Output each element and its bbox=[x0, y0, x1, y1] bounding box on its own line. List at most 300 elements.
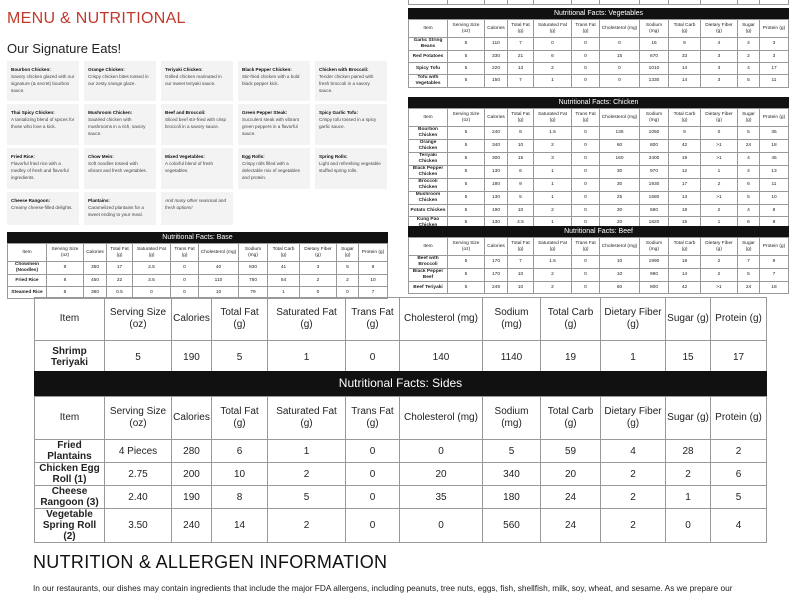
table-cell: 190 bbox=[485, 205, 508, 217]
menu-card bbox=[7, 148, 79, 189]
table-cell: 24 bbox=[541, 486, 601, 509]
table-cell: 59 bbox=[541, 440, 601, 463]
table-cell: 0 bbox=[346, 509, 400, 543]
table-title: Nutritional Facts: Base bbox=[7, 232, 388, 243]
table-cell: 6 bbox=[711, 463, 767, 486]
table-cell bbox=[572, 0, 600, 5]
table-cell: 0 bbox=[572, 192, 600, 205]
table-cell: 13 bbox=[760, 166, 789, 179]
column-header: Serving Size (oz) bbox=[448, 238, 485, 256]
menu-card-desc: A tantalizing blend of spices for those who love a kick. bbox=[11, 117, 75, 129]
table-row bbox=[409, 256, 789, 269]
table-cell: 1 bbox=[534, 166, 572, 179]
table-cell: 4 Pieces bbox=[105, 440, 172, 463]
table-cell: >1 bbox=[701, 140, 738, 153]
table-row bbox=[8, 262, 388, 275]
row-item-name: Vegetable Spring Roll (2) bbox=[35, 509, 105, 543]
table-cell: 1 bbox=[701, 166, 738, 179]
table-cell: 5 bbox=[448, 127, 485, 140]
table-cell: 19 bbox=[669, 153, 701, 166]
table-cell: 35 bbox=[760, 127, 789, 140]
row-item-name bbox=[409, 0, 448, 5]
table-cell: 2 bbox=[601, 509, 666, 543]
table-cell: 1820 bbox=[640, 217, 669, 230]
table-cell: 0 bbox=[701, 127, 738, 140]
table-cell: 24 bbox=[541, 509, 601, 543]
menu-card-desc: And many other seasonal and fresh options! bbox=[165, 198, 227, 210]
table-title: Nutritional Facts: Vegetables bbox=[408, 8, 789, 19]
menu-card-name: Beef and Broccoli: bbox=[165, 110, 206, 115]
table-cell: 10 bbox=[359, 275, 388, 287]
table-cell: 560 bbox=[483, 509, 541, 543]
menu-card-name: Black Pepper Chicken: bbox=[242, 67, 292, 72]
nutrition-table-chicken bbox=[408, 97, 789, 230]
table-cell: 18 bbox=[669, 205, 701, 217]
table-cell: 5 bbox=[268, 486, 346, 509]
table-cell: 0 bbox=[572, 205, 600, 217]
table-cell: 10 bbox=[508, 205, 534, 217]
table-cell: 35 bbox=[400, 486, 483, 509]
table-cell: 11 bbox=[760, 179, 789, 192]
table-cell: 2 bbox=[711, 440, 767, 463]
table-cell: 3 bbox=[760, 51, 789, 63]
table-cell: 7 bbox=[508, 38, 534, 51]
table-cell: 2 bbox=[534, 205, 572, 217]
table-row bbox=[35, 440, 767, 463]
table-cell: 0 bbox=[171, 262, 199, 275]
table-cell: 1 bbox=[666, 486, 711, 509]
column-header: Item bbox=[409, 238, 448, 256]
table-cell: 990 bbox=[640, 269, 669, 282]
column-header: Total Fat (g) bbox=[107, 244, 133, 262]
table-cell bbox=[760, 0, 789, 5]
table-cell: 0 bbox=[600, 75, 640, 88]
table-cell: 0.5 bbox=[107, 287, 133, 299]
table-row bbox=[8, 275, 388, 287]
table-cell: 7 bbox=[508, 75, 534, 88]
table-cell: 0 bbox=[337, 287, 359, 299]
table-cell: 160 bbox=[600, 153, 640, 166]
menu-card bbox=[84, 192, 156, 225]
table-cell: >1 bbox=[701, 153, 738, 166]
menu-card bbox=[238, 104, 310, 145]
table-cell: 2 bbox=[534, 63, 572, 75]
table-cell: 150 bbox=[485, 75, 508, 88]
table-row bbox=[409, 192, 789, 205]
column-header: Cholesterol (mg) bbox=[600, 238, 640, 256]
table-cell: 750 bbox=[239, 275, 268, 287]
table-cell: 1.5 bbox=[534, 256, 572, 269]
menu-card-name: Thai Spicy Chicken: bbox=[11, 110, 55, 115]
column-header: Protein (g) bbox=[711, 298, 767, 341]
table-cell: 2 bbox=[701, 269, 738, 282]
menu-card bbox=[315, 104, 387, 145]
table-cell: 0 bbox=[572, 166, 600, 179]
menu-card-desc: Creamy cheese-filled delights. bbox=[11, 205, 73, 210]
table-cell: 6 bbox=[534, 51, 572, 63]
table-cell: 14 bbox=[212, 509, 268, 543]
table-cell: 5 bbox=[738, 75, 760, 88]
table-cell: 40 bbox=[199, 262, 239, 275]
row-item-name: Spicy Tofu bbox=[409, 63, 448, 75]
table-cell: 0 bbox=[572, 63, 600, 75]
table-cell: 0 bbox=[600, 38, 640, 51]
table-cell: 0 bbox=[572, 75, 600, 88]
table-cell: 249 bbox=[485, 282, 508, 294]
table-cell: 8 bbox=[359, 262, 388, 275]
table-cell: 14 bbox=[669, 269, 701, 282]
nutrition-table-base bbox=[7, 232, 388, 299]
table-cell bbox=[738, 0, 760, 5]
column-header: Calories bbox=[172, 397, 212, 440]
column-header: Total Carb (g) bbox=[669, 109, 701, 127]
table-cell: 14 bbox=[669, 75, 701, 88]
table-cell: 13 bbox=[508, 63, 534, 75]
column-header: Protein (g) bbox=[760, 20, 789, 38]
menu-card-name: Mushroom Chicken: bbox=[88, 110, 133, 115]
table-cell: 5 bbox=[448, 51, 485, 63]
table-cell: 9 bbox=[508, 179, 534, 192]
column-header: Sugar (g) bbox=[666, 397, 711, 440]
menu-card bbox=[84, 61, 156, 101]
menu-card-name: Chicken with Broccoli: bbox=[319, 67, 369, 72]
table-cell: 1 bbox=[268, 440, 346, 463]
table-cell: 340 bbox=[485, 140, 508, 153]
column-header: Total Fat (g) bbox=[508, 238, 534, 256]
table-cell: 1 bbox=[534, 217, 572, 230]
table-cell: 4 bbox=[738, 153, 760, 166]
table-cell: >1 bbox=[701, 192, 738, 205]
table-cell: 3 bbox=[701, 63, 738, 75]
column-header: Total Fat (g) bbox=[212, 397, 268, 440]
table-cell: 7 bbox=[359, 287, 388, 299]
table-row bbox=[409, 51, 789, 63]
signature-title: Our Signature Eats! bbox=[7, 41, 122, 56]
column-header: Sodium (mg) bbox=[640, 109, 669, 127]
table-cell: 2 bbox=[268, 509, 346, 543]
table-cell: 5 bbox=[483, 440, 541, 463]
column-header: Item bbox=[8, 244, 47, 262]
column-header: Trans Fat (g) bbox=[572, 20, 600, 38]
table-cell: 6 bbox=[212, 440, 268, 463]
table-cell: 240 bbox=[172, 509, 212, 543]
table-cell: 0 bbox=[534, 38, 572, 51]
table-cell: 3 bbox=[300, 262, 337, 275]
table-cell: 79 bbox=[239, 287, 268, 299]
table-cell: 240 bbox=[485, 127, 508, 140]
row-item-name: Tofu with Vegetables bbox=[409, 75, 448, 88]
menu-card-desc: Grilled chicken marinated in our sweet teriyaki sauce. bbox=[165, 74, 222, 86]
table-cell: 1 bbox=[534, 179, 572, 192]
table-cell: 0 bbox=[300, 287, 337, 299]
menu-card-desc: Crispy chicken bites tossed in our zesty orange glaze. bbox=[88, 74, 149, 86]
menu-card bbox=[7, 192, 79, 225]
column-header: Total Carb (g) bbox=[669, 20, 701, 38]
column-header: Dietary Fiber (g) bbox=[701, 238, 738, 256]
table-cell: 10 bbox=[508, 282, 534, 294]
table-cell: 6 bbox=[738, 217, 760, 230]
column-header: Saturated Fat (g) bbox=[534, 20, 572, 38]
menu-card-name: Plantains: bbox=[88, 198, 110, 203]
table-cell: 170 bbox=[485, 269, 508, 282]
menu-card-desc: Sliced beef stir-fried with crisp broccoli in a savory sauce. bbox=[165, 117, 227, 129]
table-cell: 7 bbox=[508, 256, 534, 269]
table-cell: 180 bbox=[483, 486, 541, 509]
table-cell: 13 bbox=[669, 192, 701, 205]
column-header: Total Carb (g) bbox=[669, 238, 701, 256]
menu-card-desc: Caramelized plantains for a sweet ending to your meal. bbox=[88, 205, 144, 217]
column-header: Calories bbox=[172, 298, 212, 341]
column-header: Sugar (g) bbox=[738, 238, 760, 256]
column-header: Item bbox=[35, 298, 105, 341]
menu-card-desc: Crispy rolls filled with a delectable mix of vegetables and protein. bbox=[242, 161, 300, 180]
column-header: Total Carb (g) bbox=[541, 298, 601, 341]
table-cell: 450 bbox=[84, 275, 107, 287]
table-cell: 10 bbox=[212, 463, 268, 486]
table-cell: 0 bbox=[572, 269, 600, 282]
table-cell bbox=[640, 0, 669, 5]
row-item-name: Fried Rice bbox=[8, 275, 47, 287]
menu-card-desc: Crispy tofu tossed in a spicy garlic sauce. bbox=[319, 117, 377, 129]
table-cell: 2 bbox=[601, 463, 666, 486]
table-cell: 0 bbox=[171, 275, 199, 287]
table-cell: 3 bbox=[701, 75, 738, 88]
table-cell: 190 bbox=[172, 341, 212, 374]
column-header: Sugar (g) bbox=[738, 20, 760, 38]
table-row bbox=[409, 282, 789, 294]
table-cell bbox=[701, 0, 738, 5]
table-row bbox=[409, 205, 789, 217]
table-cell: 170 bbox=[485, 256, 508, 269]
table-cell: 24 bbox=[738, 140, 760, 153]
row-item-name: Garlic String Beans bbox=[409, 38, 448, 51]
table-cell: 1930 bbox=[640, 179, 669, 192]
table-cell: 8 bbox=[760, 217, 789, 230]
menu-card bbox=[238, 148, 310, 189]
table-cell bbox=[508, 0, 534, 5]
table-cell: 800 bbox=[640, 140, 669, 153]
menu-card-desc: Savory chicken glazed with our signature (& secret) bourbon sauce. bbox=[11, 74, 75, 93]
table-cell: 3400 bbox=[640, 153, 669, 166]
table-cell: 130 bbox=[485, 217, 508, 230]
table-cell: 22 bbox=[107, 275, 133, 287]
table-cell: 10 bbox=[600, 256, 640, 269]
table-cell: 5 bbox=[448, 38, 485, 51]
table-cell bbox=[485, 0, 508, 5]
table-cell: 2 bbox=[701, 205, 738, 217]
table-cell: 670 bbox=[640, 51, 669, 63]
table-cell: 18 bbox=[760, 282, 789, 294]
table-cell: 0 bbox=[346, 486, 400, 509]
column-header: Dietary Fiber (g) bbox=[601, 298, 666, 341]
table-cell: 2 bbox=[268, 463, 346, 486]
table-cell: 4 bbox=[701, 38, 738, 51]
table-title: Nutritional Facts: Beef bbox=[408, 226, 789, 237]
row-item-name: Beef Teriyaki bbox=[409, 282, 448, 294]
table-row bbox=[409, 153, 789, 166]
menu-card-desc: Soft noodles tossed with vibrant and fresh vegetables. bbox=[88, 161, 147, 173]
table-cell: 20 bbox=[400, 463, 483, 486]
table-cell: 280 bbox=[172, 440, 212, 463]
menu-card-name: Cheese Rangoon: bbox=[11, 198, 51, 203]
table-cell: 8 bbox=[212, 486, 268, 509]
table-cell: 1 bbox=[534, 75, 572, 88]
table-cell: 30 bbox=[600, 166, 640, 179]
table-cell: 5 bbox=[448, 63, 485, 75]
table-cell: 0 bbox=[346, 440, 400, 463]
nutrition-table-partial bbox=[408, 0, 789, 5]
menu-card-name: Chow Mein: bbox=[88, 154, 114, 159]
row-item-name: Steamed Rice bbox=[8, 287, 47, 299]
column-header: Sugar (g) bbox=[666, 298, 711, 341]
table-cell bbox=[448, 0, 485, 5]
table-header-row bbox=[409, 109, 789, 127]
menu-card bbox=[315, 148, 387, 189]
column-header: Calories bbox=[84, 244, 107, 262]
table-cell: 970 bbox=[640, 166, 669, 179]
column-header: Saturated Fat (g) bbox=[268, 397, 346, 440]
row-item-name: Kung Pao bbox=[409, 217, 448, 230]
menu-card bbox=[238, 61, 310, 101]
table-header-row bbox=[35, 397, 767, 440]
menu-card bbox=[315, 61, 387, 101]
table-cell: 6 bbox=[738, 179, 760, 192]
table-row bbox=[409, 0, 789, 5]
table-cell: 15 bbox=[666, 341, 711, 374]
table-row bbox=[35, 463, 767, 486]
menu-card bbox=[161, 104, 233, 145]
table-cell: 0 bbox=[572, 38, 600, 51]
table-cell: 5 bbox=[448, 217, 485, 230]
table-cell: 350 bbox=[84, 262, 107, 275]
table-cell: 110 bbox=[485, 38, 508, 51]
table-cell: 0 bbox=[133, 287, 171, 299]
menu-card-name: Mixed Vegetables: bbox=[165, 154, 205, 159]
column-header: Dietary Fiber (g) bbox=[601, 397, 666, 440]
table-cell: 0 bbox=[171, 287, 199, 299]
table-header-row bbox=[8, 244, 388, 262]
table-row bbox=[35, 486, 767, 509]
row-item-name: Mushroom Chicken bbox=[409, 192, 448, 205]
table-cell bbox=[600, 0, 640, 5]
column-header: Saturated Fat (g) bbox=[268, 298, 346, 341]
table-cell: 5 bbox=[448, 256, 485, 269]
table-cell: 3.5 bbox=[133, 275, 171, 287]
menu-card-desc: Sautéed chicken with mushrooms in a rich, savory sauce. bbox=[88, 117, 146, 136]
menu-card-desc: Tender chicken paired with fresh broccoli in a savory sauce. bbox=[319, 74, 374, 93]
table-row bbox=[409, 63, 789, 75]
column-header: Sodium (mg) bbox=[640, 20, 669, 38]
column-header: Total Carb (g) bbox=[541, 397, 601, 440]
table-cell: 1 bbox=[268, 287, 300, 299]
table-cell: 1 bbox=[701, 217, 738, 230]
table-cell bbox=[669, 0, 701, 5]
table-row bbox=[35, 509, 767, 543]
menu-card-name: Orange Chicken: bbox=[88, 67, 125, 72]
table-cell bbox=[534, 0, 572, 5]
table-cell: 4 bbox=[738, 166, 760, 179]
row-item-name: Black Pepper Beef bbox=[409, 269, 448, 282]
table-cell: 2 bbox=[601, 486, 666, 509]
table-cell: 4 bbox=[738, 205, 760, 217]
column-header: Saturated Fat (g) bbox=[534, 238, 572, 256]
table-cell: 15 bbox=[669, 217, 701, 230]
column-header: Cholesterol (mg) bbox=[600, 20, 640, 38]
column-header: Cholesterol (mg) bbox=[400, 397, 483, 440]
column-header: Item bbox=[409, 109, 448, 127]
table-cell: 680 bbox=[640, 205, 669, 217]
column-header: Protein (g) bbox=[359, 244, 388, 262]
row-item-name: Broccoli Chicken bbox=[409, 179, 448, 192]
table-cell: 0 bbox=[346, 463, 400, 486]
column-header: Sodium (mg) bbox=[640, 238, 669, 256]
table-cell: 0 bbox=[572, 256, 600, 269]
menu-card-desc: A colorful blend of fresh vegetables. bbox=[165, 161, 214, 173]
table-cell: 1050 bbox=[640, 127, 669, 140]
menu-card-desc: Stir-fried chicken with a bold black pepper kick. bbox=[242, 74, 300, 86]
table-cell: 9 bbox=[760, 256, 789, 269]
menu-card bbox=[7, 61, 79, 101]
table-row bbox=[409, 179, 789, 192]
nutrition-table-vegetables bbox=[408, 8, 789, 88]
column-header: Sodium (mg) bbox=[483, 298, 541, 341]
column-header: Serving Size (oz) bbox=[448, 109, 485, 127]
table-cell: 220 bbox=[485, 63, 508, 75]
table-cell: 3 bbox=[534, 153, 572, 166]
table-cell: 130 bbox=[485, 166, 508, 179]
menu-card bbox=[7, 104, 79, 145]
table-cell: 15 bbox=[600, 51, 640, 63]
table-cell: 0 bbox=[572, 179, 600, 192]
table-cell: 9 bbox=[669, 127, 701, 140]
table-cell: 5 bbox=[448, 166, 485, 179]
table-cell: 17 bbox=[760, 63, 789, 75]
table-cell: 0 bbox=[400, 509, 483, 543]
column-header: Dietary Fiber (g) bbox=[701, 20, 738, 38]
row-item-name: Potato Chicken bbox=[409, 205, 448, 217]
table-title: Nutritional Facts: Sides bbox=[34, 371, 767, 396]
table-cell: 18 bbox=[760, 140, 789, 153]
table-cell: 21 bbox=[508, 51, 534, 63]
table-cell: 12 bbox=[669, 166, 701, 179]
table-cell: 2 bbox=[701, 179, 738, 192]
table-cell: 25 bbox=[600, 192, 640, 205]
table-cell: 7 bbox=[760, 269, 789, 282]
column-header: Cholesterol (mg) bbox=[199, 244, 239, 262]
table-cell: 4.5 bbox=[508, 217, 534, 230]
allergen-text: In our restaurants, our dishes may contain ingredients that include the major FDA allergens, including peanuts, tree nuts, eggs, fish, shellfish, milk, soy, wheat, and sesame. As we prepare our bbox=[33, 583, 733, 593]
menu-card-name: Spicy Garlic Tofu: bbox=[319, 110, 358, 115]
table-cell: 200 bbox=[172, 463, 212, 486]
table-cell: 5 bbox=[105, 341, 172, 374]
nutrition-table-shrimp bbox=[34, 297, 767, 374]
table-cell: 3 bbox=[701, 51, 738, 63]
column-header: Calories bbox=[485, 238, 508, 256]
row-item-name: Cheese Rangoon (3) bbox=[35, 486, 105, 509]
column-header: Protein (g) bbox=[760, 238, 789, 256]
table-cell: 4 bbox=[738, 38, 760, 51]
table-cell: 20 bbox=[600, 217, 640, 230]
menu-card bbox=[161, 148, 233, 189]
table-cell: 110 bbox=[199, 275, 239, 287]
table-cell: 2.5 bbox=[133, 262, 171, 275]
table-cell: 2.75 bbox=[105, 463, 172, 486]
column-header: Trans Fat (g) bbox=[346, 298, 400, 341]
table-cell: 300 bbox=[485, 153, 508, 166]
table-cell: 2 bbox=[666, 463, 711, 486]
table-cell: 5 bbox=[448, 205, 485, 217]
table-cell: 190 bbox=[172, 486, 212, 509]
